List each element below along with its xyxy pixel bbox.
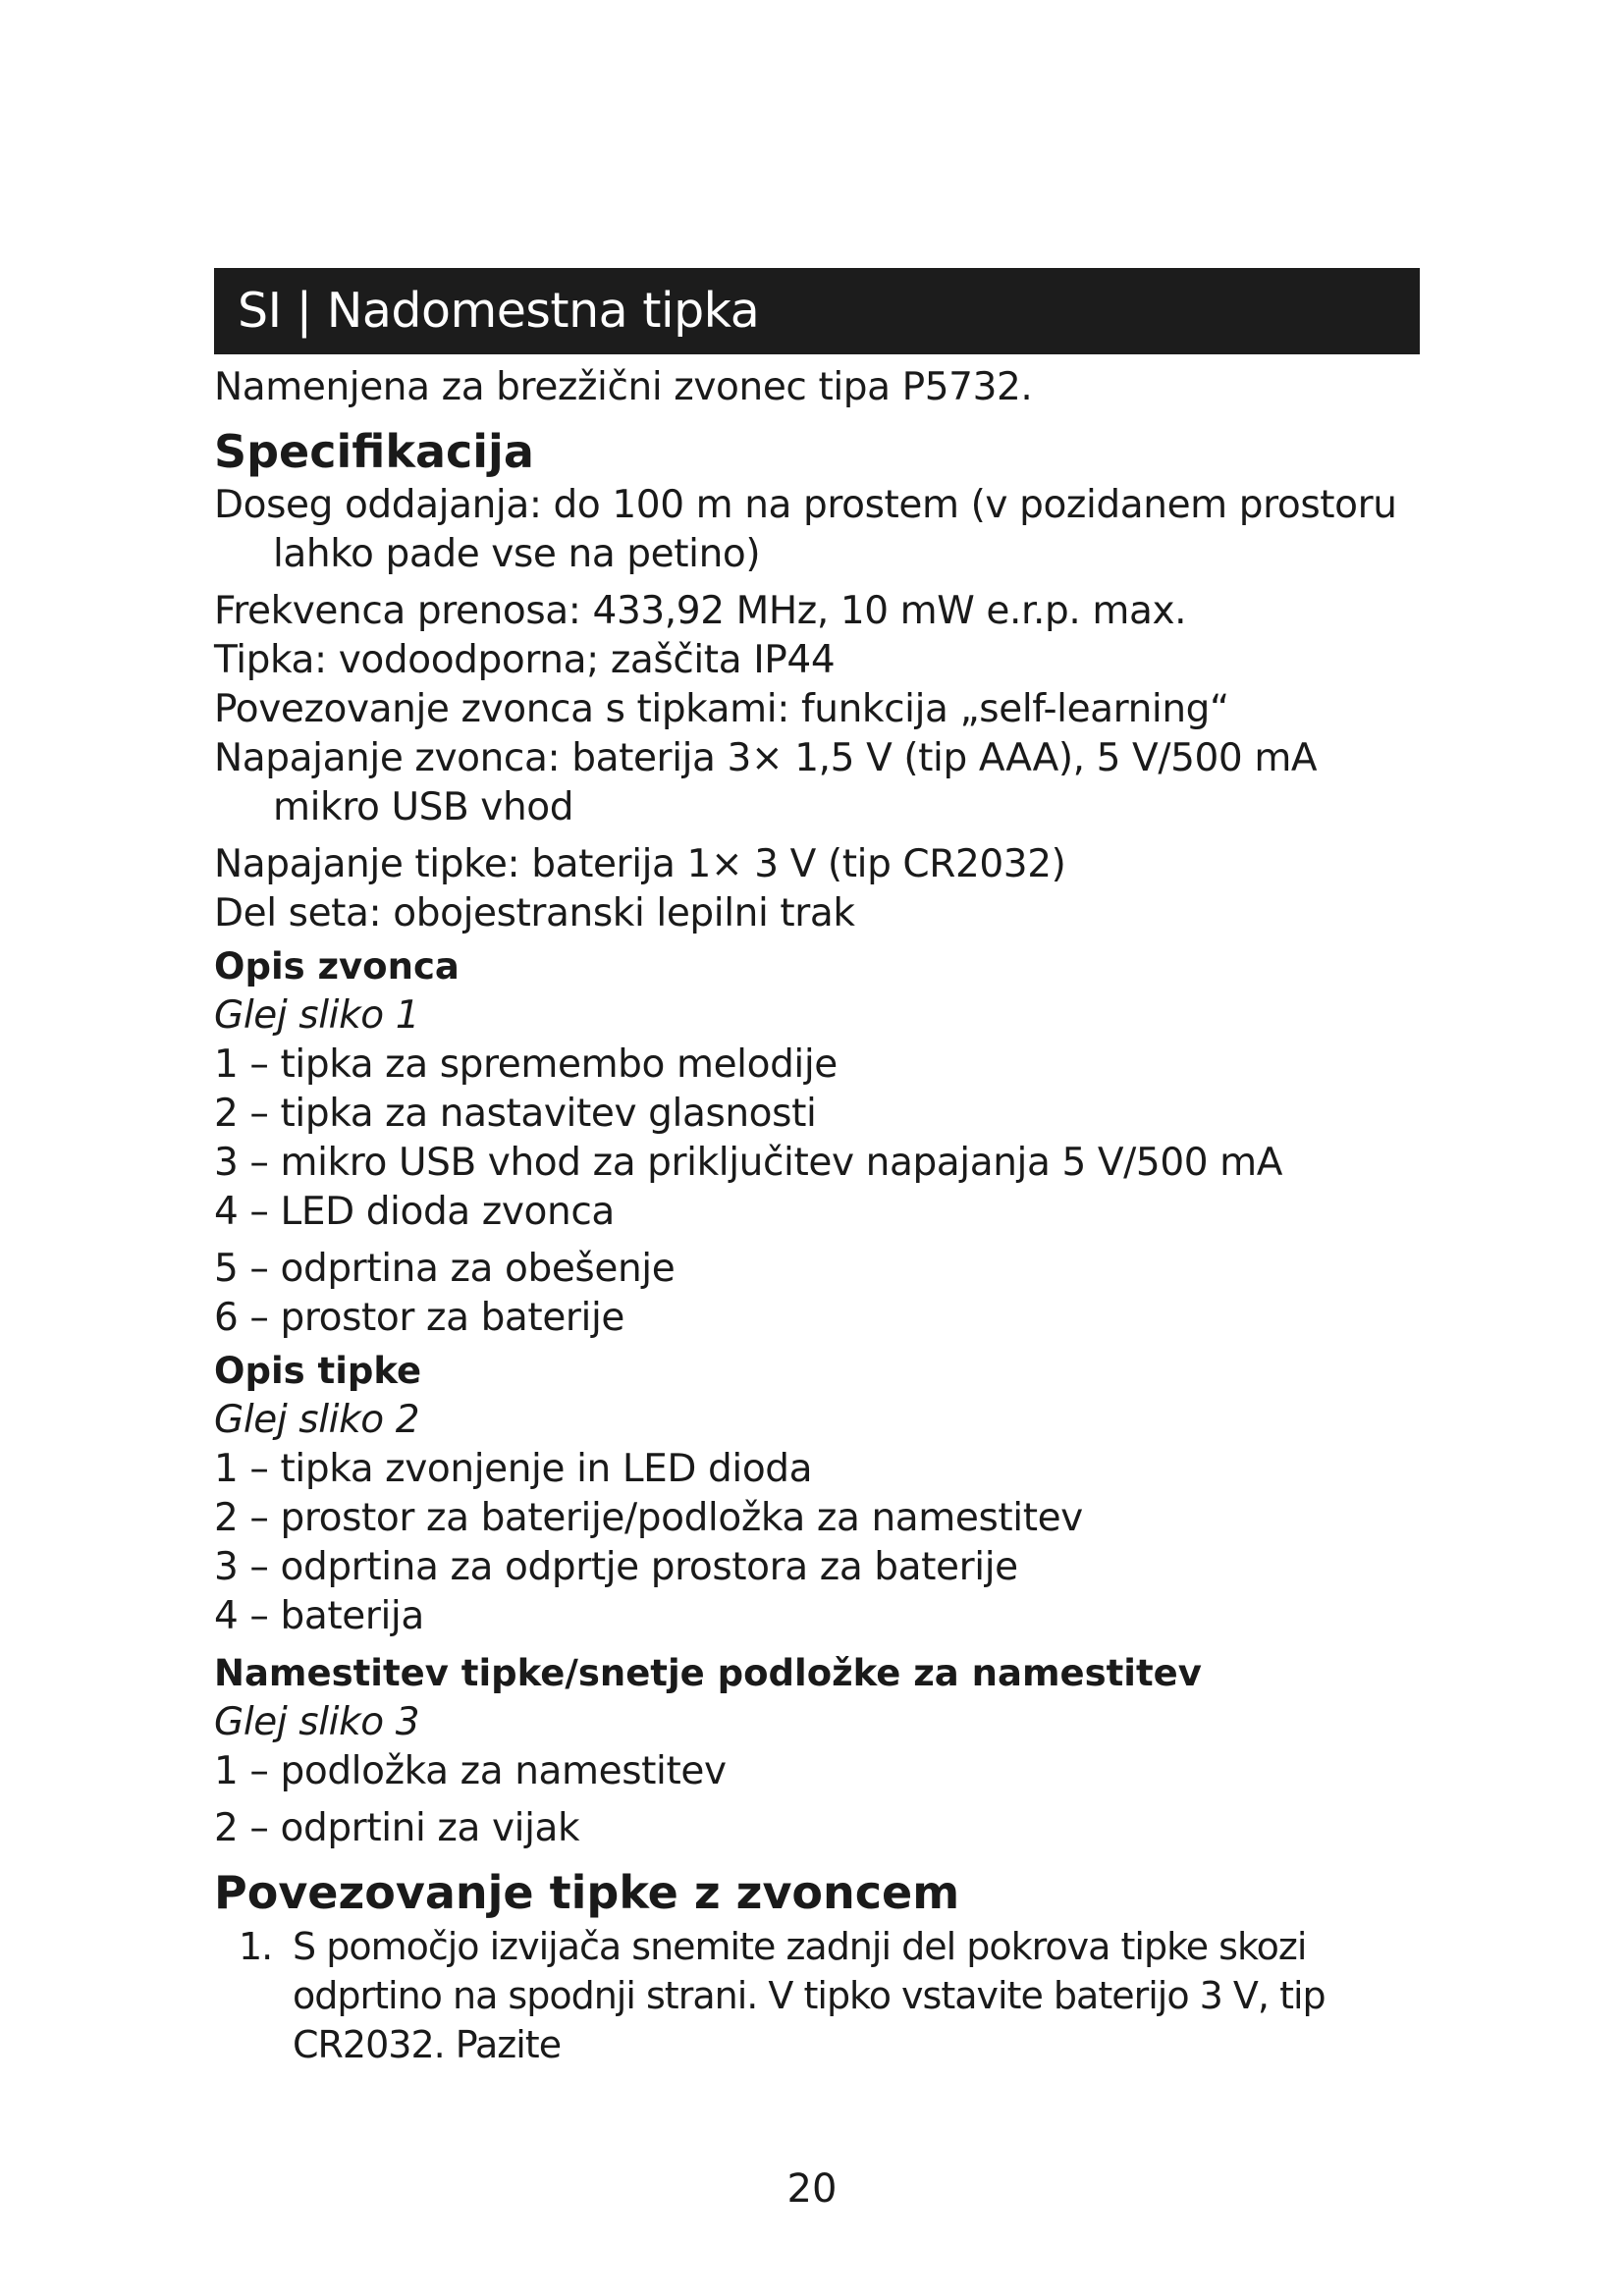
button-item: 4 – baterija — [214, 1594, 424, 1638]
mount-item: 2 – odprtini za vijak — [214, 1806, 580, 1850]
mount-heading: Namestitev tipke/snetje podložke za namestitev — [214, 1652, 1202, 1694]
connect-steps — [214, 1922, 1432, 2069]
bell-item: 1 – tipka za spremembo melodije — [214, 1042, 838, 1087]
button-item: 3 – odprtina za odprtje prostora za baterije — [214, 1545, 1018, 1589]
intro-text: Namenjena za brezžični zvonec tipa P5732. — [214, 365, 1033, 409]
step-number: 1. — [239, 1925, 273, 1968]
page-content — [214, 363, 1432, 2069]
page-number: 20 — [786, 2166, 838, 2212]
connect-step — [214, 1922, 1432, 2069]
mount-item: 1 – podložka za namestitev — [214, 1749, 727, 1793]
step-text: S pomočjo izvijača snemite zadnji del pokrova tipke skozi odprtino na spodnji strani. V tipko vstavite baterijo 3 V, tip CR2032. Pazite — [293, 1925, 1326, 2066]
spec-item: Napajanje tipke: baterija 1× 3 V (tip CR2032) — [214, 842, 1066, 886]
spec-heading: Specifikacija — [214, 425, 534, 478]
spec-item: Del seta: obojestranski lepilni trak — [214, 891, 855, 935]
mount-figure-ref: Glej sliko 3 — [214, 1700, 420, 1744]
bell-item: 5 – odprtina za obešenje — [214, 1247, 676, 1291]
button-item: 1 – tipka zvonjenje in LED dioda — [214, 1447, 813, 1491]
spec-item: Frekvenca prenosa: 433,92 MHz, 10 mW e.r.p. max. — [214, 589, 1187, 633]
bell-item: 4 – LED dioda zvonca — [214, 1190, 615, 1234]
button-item: 2 – prostor za baterije/podložka za namestitev — [214, 1496, 1083, 1540]
bell-item: 6 – prostor za baterije — [214, 1296, 625, 1340]
button-figure-ref: Glej sliko 2 — [214, 1398, 420, 1442]
bell-item: 2 – tipka za nastavitev glasnosti — [214, 1092, 817, 1136]
spec-item: Doseg oddajanja: do 100 m na prostem (v pozidanem prostoru lahko pade vse na petino) — [214, 483, 1397, 576]
section-title: SI | Nadomestna tipka — [238, 283, 760, 339]
spec-item: Povezovanje zvonca s tipkami: funkcija „self-learning“ — [214, 687, 1229, 731]
bell-item: 3 – mikro USB vhod za priključitev napajanja 5 V/500 mA — [214, 1141, 1283, 1185]
section-header-banner — [214, 268, 1420, 354]
spec-item: Tipka: vodoodporna; zaščita IP44 — [214, 638, 836, 682]
bell-heading: Opis zvonca — [214, 945, 460, 988]
bell-figure-ref: Glej sliko 1 — [214, 993, 420, 1038]
connect-heading: Povezovanje tipke z zvoncem — [214, 1866, 960, 1919]
spec-item: Napajanje zvonca: baterija 3× 1,5 V (tip AAA), 5 V/500 mA mikro USB vhod — [214, 736, 1318, 829]
button-heading: Opis tipke — [214, 1350, 422, 1392]
